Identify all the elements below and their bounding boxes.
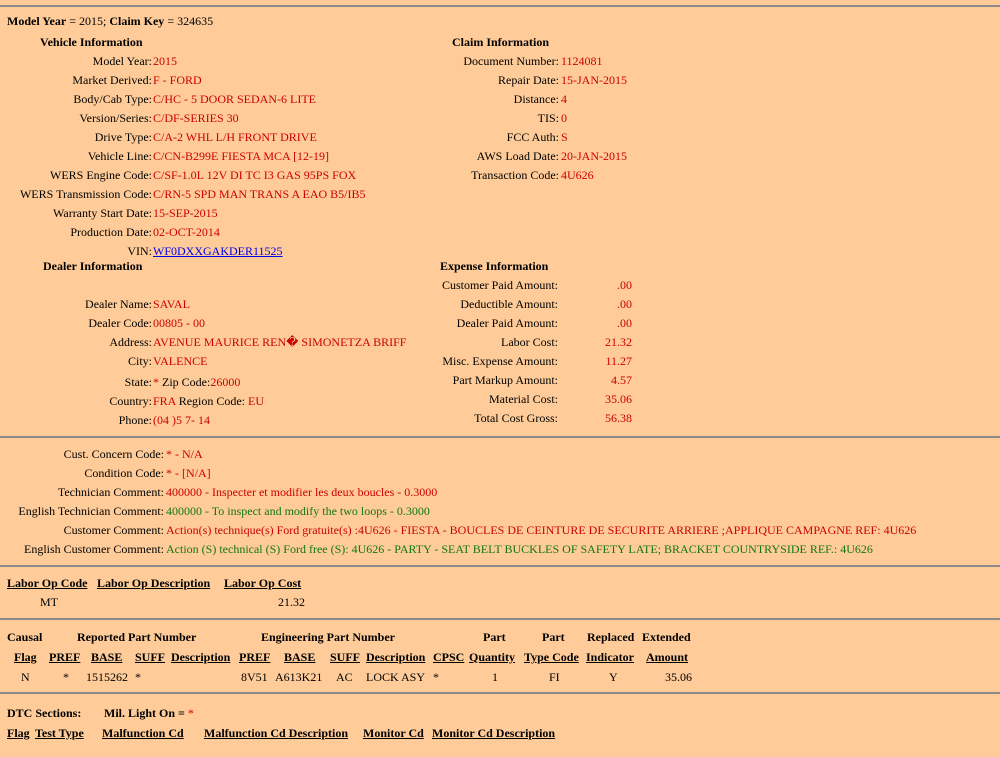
claim-field-value: 4U626 [561, 168, 594, 182]
mil-light-status [104, 706, 194, 720]
vehicle-field-value: C/A-2 WHL L/H FRONT DRIVE [153, 130, 317, 144]
cpsc-cell: * [433, 670, 439, 684]
vehicle-field-value: 15-SEP-2015 [153, 206, 218, 220]
comment-label: Technician Comment: [57, 485, 164, 499]
eng-pref-header: PREF [239, 650, 271, 664]
dealer-code-label: Dealer Code: [88, 316, 152, 330]
claim-info-heading: Claim Information [452, 35, 549, 49]
dtc-monitor-cd-header: Monitor Cd [363, 726, 424, 740]
dealer-state-value: * [153, 375, 159, 389]
amount-header: Amount [646, 650, 689, 664]
section-divider-1 [0, 436, 1000, 438]
model-year-header-value: = 2015; [69, 14, 107, 28]
mil-light-label: Mil. Light On = [104, 706, 185, 720]
dealer-city-value: VALENCE [153, 354, 208, 368]
expense-value: 21.32 [605, 335, 632, 349]
extended-top-header: Extended [642, 630, 691, 644]
type-code-cell: FI [549, 670, 560, 684]
vehicle-field-value: 02-OCT-2014 [153, 225, 220, 239]
dealer-address-label: Address: [109, 335, 152, 349]
dealer-info-heading: Dealer Information [43, 259, 143, 273]
labor-op-description-header: Labor Op Description [97, 576, 211, 590]
labor-op-code-cell: MT [40, 595, 58, 609]
claim-field-value: 20-JAN-2015 [561, 149, 627, 163]
base-header: BASE [91, 650, 123, 664]
vehicle-field-label: Body/Cab Type: [73, 92, 152, 106]
vehicle-field-label: WERS Engine Code: [50, 168, 152, 182]
expense-value: 4.57 [611, 373, 632, 387]
comment-label: Customer Comment: [63, 523, 164, 537]
dealer-code-value: 00805 - 00 [153, 316, 205, 330]
vehicle-field-label: Version/Series: [79, 111, 152, 125]
claim-field-value: 1124081 [561, 54, 603, 68]
part-type-top-header: Part [542, 630, 565, 644]
quantity-cell: 1 [492, 670, 498, 684]
section-divider-4 [0, 692, 1000, 694]
reported-part-number-header: Reported Part Number [77, 630, 197, 644]
dtc-malfunction-desc-header: Malfunction Cd Description [204, 726, 348, 740]
expense-label: Total Cost Gross: [474, 411, 558, 425]
eng-suff-header: SUFF [330, 650, 360, 664]
flag-cell: N [21, 670, 30, 684]
comment-value: Action (S) technical (S) Ford free (S): 4U626 - PARTY - SEAT BELT BUCKLES OF SAFETY LATE; BRACKET COUNTRYSIDE REF.: 4U626 [166, 542, 873, 556]
comment-value: * - N/A [166, 447, 203, 461]
comment-label: Condition Code: [84, 466, 164, 480]
vehicle-field-label: Market Derived: [72, 73, 152, 87]
dealer-country-label: Country: [109, 394, 152, 408]
dealer-zip-label: Zip Code: [162, 375, 211, 389]
expense-label: Customer Paid Amount: [441, 278, 558, 292]
comment-label: Cust. Concern Code: [63, 447, 164, 461]
vehicle-field-value: F - FORD [153, 73, 202, 87]
eng-description-header: Description [366, 650, 426, 664]
labor-op-cost-header: Labor Op Cost [224, 576, 302, 590]
claim-field-value: S [561, 130, 568, 144]
eng-base-header: BASE [284, 650, 316, 664]
pref-cell: * [63, 670, 69, 684]
claim-header [7, 14, 213, 28]
base-cell: 1515262 [86, 670, 128, 684]
claim-field-value: 4 [561, 92, 567, 106]
comment-value: 400000 - Inspecter et modifier les deux boucles - 0.3000 [166, 485, 438, 499]
expense-label: Material Cost: [489, 392, 558, 406]
indicator-cell: Y [609, 670, 618, 684]
dtc-sections-label: DTC Sections: [7, 706, 82, 720]
expense-label: Labor Cost: [501, 335, 558, 349]
comment-value: * - [N/A] [166, 466, 211, 480]
pref-header: PREF [49, 650, 81, 664]
claim-field-label: Document Number: [463, 54, 559, 68]
expense-label: Deductible Amount: [460, 297, 558, 311]
claim-key-header-label: Claim Key [109, 14, 165, 28]
type-code-header: Type Code [524, 650, 579, 664]
eng-suff-cell: AC [336, 670, 353, 684]
flag-header: Flag [14, 650, 37, 664]
claim-field-label: Repair Date: [498, 73, 559, 87]
labor-op-cost-cell: 21.32 [278, 595, 305, 609]
mil-light-value: * [187, 706, 194, 720]
claim-key-header-value: = 324635 [167, 14, 214, 28]
description-header: Description [171, 650, 231, 664]
dtc-flag-header: Flag [7, 726, 30, 740]
dealer-region-label: Region Code: [178, 394, 246, 408]
section-divider-3 [0, 618, 1000, 620]
vehicle-field-value: C/HC - 5 DOOR SEDAN-6 LITE [153, 92, 316, 106]
vehicle-field-value: C/SF-1.0L 12V DI TC I3 GAS 95PS FOX [153, 168, 357, 182]
replaced-top-header: Replaced [587, 630, 635, 644]
vehicle-field-label: WERS Transmission Code: [19, 187, 152, 201]
vehicle-info-heading: Vehicle Information [40, 35, 143, 49]
dealer-phone-value: (04 )5 7- 14 [153, 413, 210, 427]
suff-header: SUFF [135, 650, 165, 664]
vehicle-field-label: Vehicle Line: [87, 149, 152, 163]
top-divider [0, 5, 1000, 7]
dealer-address-value: AVENUE MAURICE REN� SIMONETZA BRIFF [153, 335, 407, 349]
comment-value: Action(s) technique(s) Ford gratuite(s) :4U626 - FIESTA - BOUCLES DE CEINTURE DE SECURITE ARRIERE ;APPLIQUE CAMPAGNE REF: 4U626 [166, 523, 917, 537]
vehicle-field-label: VIN: [127, 244, 152, 258]
vehicle-field-value: C/CN-B299E FIESTA MCA [12-19] [153, 149, 330, 163]
vehicle-field-label: Model Year: [92, 54, 152, 68]
expense-value: 35.06 [605, 392, 632, 406]
claim-field-value: 0 [561, 111, 567, 125]
amount-cell: 35.06 [665, 670, 692, 684]
dealer-name-value: SAVAL [153, 297, 190, 311]
claim-field-label: FCC Auth: [506, 130, 559, 144]
vin-link[interactable]: WF0DXXGAKDER11525 [153, 244, 283, 258]
dealer-state-label: State: [124, 375, 152, 389]
dealer-name-label: Dealer Name: [85, 297, 152, 311]
expense-value: .00 [617, 316, 632, 330]
vehicle-field-label: Warranty Start Date: [53, 206, 152, 220]
suff-cell: * [135, 670, 141, 684]
eng-description-cell: LOCK ASY [366, 670, 426, 684]
expense-value: 56.38 [605, 411, 632, 425]
comment-label: English Customer Comment: [24, 542, 164, 556]
vehicle-field-value: C/DF-SERIES 30 [153, 111, 239, 125]
dealer-state-zip [153, 375, 240, 389]
dealer-country-value: FRA [153, 394, 176, 408]
part-quantity-top-header: Part [483, 630, 506, 644]
claim-field-label: Transaction Code: [471, 168, 559, 182]
claim-field-label: TIS: [537, 111, 559, 125]
vehicle-field-label: Production Date: [70, 225, 152, 239]
expense-label: Dealer Paid Amount: [456, 316, 558, 330]
expense-label: Part Markup Amount: [452, 373, 558, 387]
dealer-phone-label: Phone: [118, 413, 152, 427]
expense-info-heading: Expense Information [440, 259, 549, 273]
expense-value: 11.27 [605, 354, 632, 368]
expense-value: .00 [617, 297, 632, 311]
eng-pref-cell: 8V51 [241, 670, 268, 684]
vehicle-field-value: 2015 [153, 54, 177, 68]
claim-field-label: Distance: [513, 92, 559, 106]
expense-value: .00 [617, 278, 632, 292]
comment-value: 400000 - To inspect and modify the two loops - 0.3000 [166, 504, 430, 518]
cpsc-header: CPSC [433, 650, 465, 664]
section-divider-2 [0, 565, 1000, 567]
dealer-region-value: EU [248, 394, 265, 408]
claim-field-label: AWS Load Date: [476, 149, 559, 163]
dealer-country-region [153, 394, 264, 408]
expense-label: Misc. Expense Amount: [442, 354, 558, 368]
vehicle-field-value: C/RN-5 SPD MAN TRANS A EAO B5/IB5 [153, 187, 366, 201]
claim-field-value: 15-JAN-2015 [561, 73, 627, 87]
dealer-zip-value: 26000 [210, 375, 241, 389]
dealer-city-label: City: [127, 354, 152, 368]
causal-header: Causal [7, 630, 43, 644]
labor-op-code-header: Labor Op Code [7, 576, 88, 590]
vehicle-field-label: Drive Type: [94, 130, 152, 144]
dtc-malfunction-cd-header: Malfunction Cd [102, 726, 184, 740]
dtc-test-type-header: Test Type [35, 726, 84, 740]
comment-label: English Technician Comment: [18, 504, 164, 518]
eng-base-cell: A613K21 [275, 670, 323, 684]
model-year-header-label: Model Year [7, 14, 67, 28]
engineering-part-number-header: Engineering Part Number [261, 630, 395, 644]
indicator-header: Indicator [586, 650, 634, 664]
dtc-monitor-desc-header: Monitor Cd Description [432, 726, 556, 740]
quantity-header: Quantity [469, 650, 516, 664]
